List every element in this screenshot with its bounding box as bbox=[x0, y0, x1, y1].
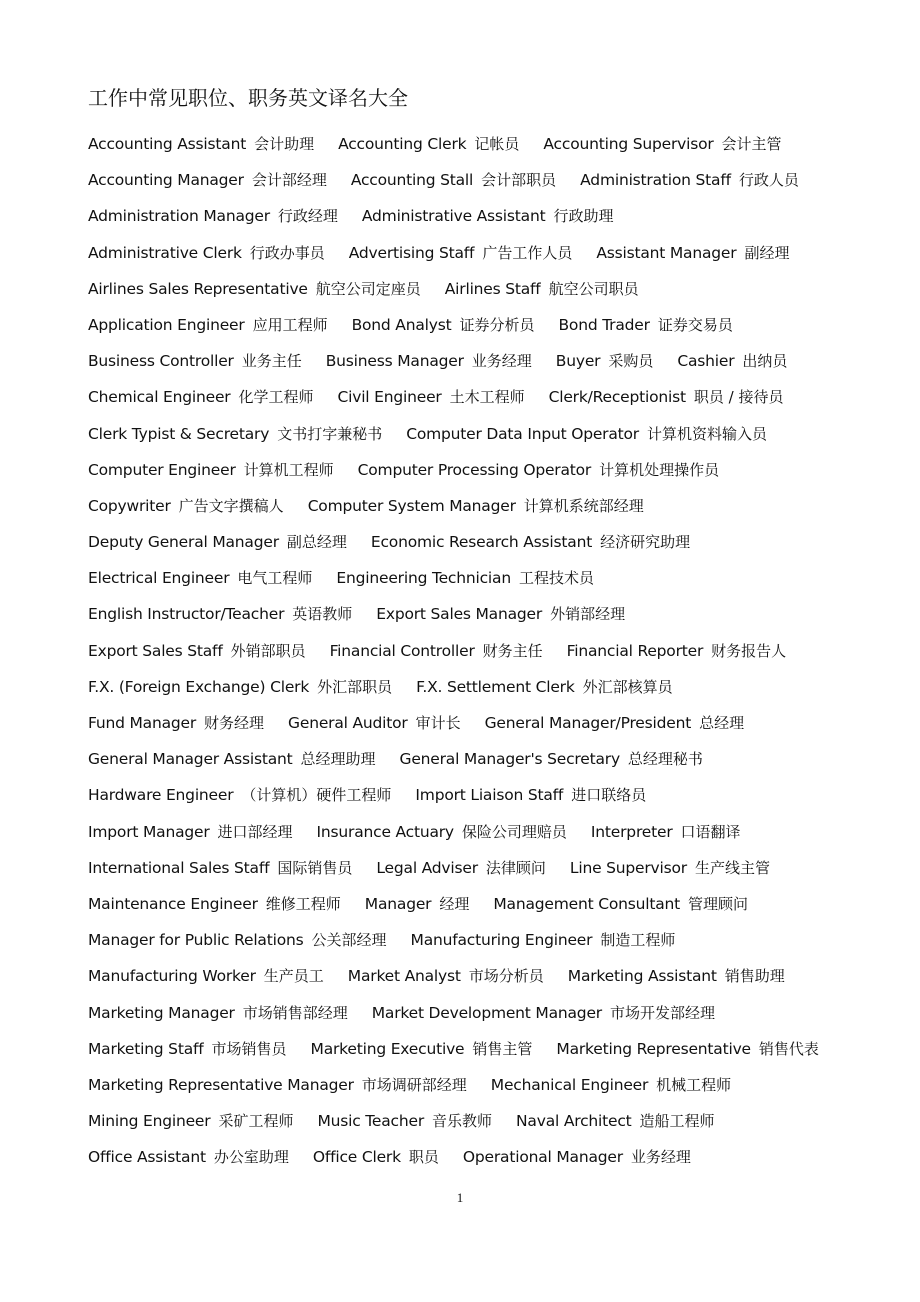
chinese-term: 外销部职员 bbox=[230, 641, 306, 660]
english-term: Computer Data Input Operator bbox=[406, 424, 639, 443]
chinese-term: 造船工程师 bbox=[639, 1112, 715, 1131]
chinese-term: 出纳员 bbox=[742, 352, 788, 371]
job-title-list bbox=[88, 131, 888, 1180]
glossary-line bbox=[88, 1108, 888, 1144]
english-term: General Manager Assistant bbox=[88, 750, 293, 769]
english-term: Interpreter bbox=[590, 822, 673, 841]
chinese-term: 销售代表 bbox=[758, 1039, 819, 1058]
english-term: Manager bbox=[364, 894, 432, 913]
english-term: Administrative Assistant bbox=[361, 207, 546, 226]
chinese-term: 副经理 bbox=[744, 243, 790, 262]
glossary-line bbox=[88, 384, 888, 420]
english-term: Fund Manager bbox=[88, 714, 197, 732]
chinese-term: 国际销售员 bbox=[277, 858, 353, 877]
chinese-term: 计算机资料输入员 bbox=[646, 424, 767, 443]
english-term: F.X. (Foreign Exchange) Clerk bbox=[88, 677, 310, 696]
chinese-term: 计算机系统部经理 bbox=[523, 496, 644, 515]
chinese-term: 业务经理 bbox=[471, 352, 532, 371]
english-term: Buyer bbox=[555, 352, 601, 371]
glossary-line bbox=[88, 167, 888, 203]
chinese-term: 经济研究助理 bbox=[600, 533, 691, 552]
english-term: Mining Engineer bbox=[88, 1112, 211, 1131]
chinese-term: 维修工程师 bbox=[265, 894, 341, 913]
chinese-term: 销售主管 bbox=[472, 1039, 533, 1058]
english-term: Office Assistant bbox=[88, 1148, 206, 1167]
chinese-term: 土木工程师 bbox=[449, 388, 525, 407]
chinese-term: 总经理秘书 bbox=[627, 750, 703, 769]
english-term: Airlines Staff bbox=[444, 279, 541, 298]
english-term: Marketing Assistant bbox=[567, 967, 717, 986]
glossary-line bbox=[88, 855, 888, 891]
english-term: Manager for Public Relations bbox=[88, 931, 304, 950]
chinese-term: 采矿工程师 bbox=[218, 1112, 294, 1131]
english-term: Marketing Representative Manager bbox=[88, 1075, 354, 1094]
glossary-line bbox=[88, 1036, 888, 1072]
chinese-term: 经理 bbox=[439, 894, 470, 913]
english-term: Accounting Clerk bbox=[338, 135, 467, 153]
chinese-term: 总经理助理 bbox=[300, 750, 376, 769]
page-title: 工作中常见职位、职务英文译名大全 bbox=[88, 86, 408, 110]
chinese-term: 公关部经理 bbox=[311, 931, 387, 950]
english-term: Accounting Manager bbox=[88, 171, 244, 190]
glossary-line bbox=[88, 276, 888, 312]
english-term: Legal Adviser bbox=[376, 858, 478, 877]
glossary-line bbox=[88, 963, 888, 999]
chinese-term: 市场销售部经理 bbox=[242, 1003, 348, 1022]
english-term: Business Manager bbox=[325, 352, 464, 371]
english-term: Chemical Engineer bbox=[88, 388, 231, 407]
chinese-term: 航空公司定座员 bbox=[315, 279, 421, 298]
english-term: General Manager/President bbox=[484, 714, 692, 732]
english-term: Electrical Engineer bbox=[88, 569, 230, 588]
english-term: Airlines Sales Representative bbox=[88, 279, 308, 298]
english-term: Marketing Executive bbox=[310, 1039, 465, 1058]
english-term: Marketing Representative bbox=[556, 1039, 751, 1058]
glossary-line bbox=[88, 1000, 888, 1036]
chinese-term: 化学工程师 bbox=[238, 388, 314, 407]
chinese-term: 生产线主管 bbox=[694, 858, 770, 877]
chinese-term: 财务经理 bbox=[204, 714, 265, 732]
english-term: Import Manager bbox=[88, 822, 210, 841]
glossary-line bbox=[88, 601, 888, 637]
chinese-term: 市场销售员 bbox=[211, 1039, 287, 1058]
chinese-term: 行政经理 bbox=[277, 207, 338, 226]
english-term: Export Sales Manager bbox=[376, 605, 543, 624]
chinese-term: 会计部经理 bbox=[251, 171, 327, 190]
english-term: Music Teacher bbox=[317, 1112, 425, 1131]
chinese-term: 外销部经理 bbox=[550, 605, 626, 624]
chinese-term: 航空公司职员 bbox=[548, 279, 639, 298]
english-term: Administrative Clerk bbox=[88, 243, 242, 262]
chinese-term: 办公室助理 bbox=[213, 1148, 289, 1167]
chinese-term: 记帐员 bbox=[474, 135, 520, 153]
chinese-term: 广告工作人员 bbox=[482, 243, 573, 262]
english-term: Mechanical Engineer bbox=[490, 1075, 649, 1094]
chinese-term: 市场开发部经理 bbox=[609, 1003, 715, 1022]
chinese-term: 总经理 bbox=[699, 714, 745, 732]
chinese-term: 工程技术员 bbox=[518, 569, 594, 588]
english-term: International Sales Staff bbox=[88, 858, 270, 877]
english-term: Advertising Staff bbox=[348, 243, 475, 262]
english-term: Computer Engineer bbox=[88, 460, 236, 479]
glossary-line bbox=[88, 348, 888, 384]
chinese-term: 行政助理 bbox=[553, 207, 614, 226]
glossary-line bbox=[88, 674, 888, 710]
english-term: Financial Reporter bbox=[566, 641, 704, 660]
glossary-line bbox=[88, 457, 888, 493]
chinese-term: 广告文字撰稿人 bbox=[178, 496, 284, 515]
glossary-line bbox=[88, 565, 888, 601]
english-term: Application Engineer bbox=[88, 315, 245, 334]
english-term: Manufacturing Worker bbox=[88, 967, 256, 986]
english-term: Export Sales Staff bbox=[88, 641, 223, 660]
english-term: Operational Manager bbox=[462, 1148, 623, 1167]
english-term: Clerk Typist & Secretary bbox=[88, 424, 270, 443]
chinese-term: 证券交易员 bbox=[657, 315, 733, 334]
english-term: Insurance Actuary bbox=[316, 822, 454, 841]
glossary-line bbox=[88, 312, 888, 348]
chinese-term: 文书打字兼秘书 bbox=[277, 424, 383, 443]
english-term: Accounting Assistant bbox=[88, 135, 247, 153]
english-term: Engineering Technician bbox=[336, 569, 511, 588]
glossary-line bbox=[88, 1072, 888, 1108]
english-term: Assistant Manager bbox=[596, 243, 737, 262]
english-term: Bond Trader bbox=[558, 315, 650, 334]
english-term: Market Analyst bbox=[347, 967, 461, 986]
chinese-term: 职员 / 接待员 bbox=[693, 388, 784, 407]
chinese-term: 口语翻译 bbox=[680, 822, 741, 841]
chinese-term: 外汇部核算员 bbox=[582, 677, 673, 696]
chinese-term: 采购员 bbox=[608, 352, 654, 371]
english-term: Administration Manager bbox=[88, 207, 270, 226]
chinese-term: 财务主任 bbox=[482, 641, 543, 660]
english-term: Cashier bbox=[677, 352, 735, 371]
chinese-term: 电气工程师 bbox=[237, 569, 313, 588]
page-number: 1 bbox=[456, 1190, 464, 1205]
glossary-line bbox=[88, 529, 888, 565]
english-term: English Instructor/Teacher bbox=[88, 605, 285, 624]
english-term: Marketing Staff bbox=[88, 1039, 204, 1058]
chinese-term: 市场调研部经理 bbox=[361, 1075, 467, 1094]
glossary-line bbox=[88, 421, 888, 457]
english-term: General Manager's Secretary bbox=[399, 750, 620, 769]
english-term: Marketing Manager bbox=[88, 1003, 235, 1022]
chinese-term: 应用工程师 bbox=[252, 315, 328, 334]
chinese-term: 保险公司理赔员 bbox=[461, 822, 567, 841]
chinese-term: 业务主任 bbox=[241, 352, 302, 371]
chinese-term: 销售助理 bbox=[724, 967, 785, 986]
english-term: Market Development Manager bbox=[371, 1003, 602, 1022]
chinese-term: 财务报告人 bbox=[711, 641, 787, 660]
glossary-line bbox=[88, 240, 888, 276]
english-term: F.X. Settlement Clerk bbox=[416, 677, 575, 696]
glossary-line bbox=[88, 927, 888, 963]
chinese-term: 法律顾问 bbox=[485, 858, 546, 877]
english-term: Administration Staff bbox=[580, 171, 731, 190]
english-term: Copywriter bbox=[88, 496, 171, 515]
english-term: Management Consultant bbox=[493, 894, 681, 913]
english-term: Accounting Supervisor bbox=[543, 135, 714, 153]
english-term: Clerk/Receptionist bbox=[548, 388, 686, 407]
english-term: Economic Research Assistant bbox=[370, 533, 593, 552]
english-term: Accounting Stall bbox=[350, 171, 474, 190]
english-term: Bond Analyst bbox=[351, 315, 452, 334]
glossary-line bbox=[88, 710, 888, 746]
glossary-line bbox=[88, 746, 888, 782]
chinese-term: 审计长 bbox=[415, 714, 461, 732]
chinese-term: 会计主管 bbox=[721, 135, 782, 153]
chinese-term: 英语教师 bbox=[292, 605, 353, 624]
english-term: General Auditor bbox=[288, 714, 408, 732]
english-term: Financial Controller bbox=[329, 641, 475, 660]
english-term: Hardware Engineer bbox=[88, 786, 234, 805]
english-term: Import Liaison Staff bbox=[415, 786, 564, 805]
english-term: Office Clerk bbox=[312, 1148, 401, 1167]
chinese-term: 计算机工程师 bbox=[243, 460, 334, 479]
glossary-line bbox=[88, 1144, 888, 1180]
chinese-term: 职员 bbox=[408, 1148, 439, 1167]
chinese-term: 行政人员 bbox=[738, 171, 799, 190]
glossary-line bbox=[88, 819, 888, 855]
chinese-term: 会计部职员 bbox=[481, 171, 557, 190]
chinese-term: 业务经理 bbox=[630, 1148, 691, 1167]
chinese-term: （计算机）硬件工程师 bbox=[241, 786, 392, 805]
chinese-term: 外汇部职员 bbox=[317, 677, 393, 696]
chinese-term: 管理顾问 bbox=[688, 894, 749, 913]
chinese-term: 机械工程师 bbox=[656, 1075, 732, 1094]
english-term: Business Controller bbox=[88, 352, 234, 371]
glossary-line bbox=[88, 493, 888, 529]
glossary-line bbox=[88, 131, 888, 167]
english-term: Maintenance Engineer bbox=[88, 894, 258, 913]
english-term: Line Supervisor bbox=[569, 858, 687, 877]
glossary-line bbox=[88, 891, 888, 927]
chinese-term: 市场分析员 bbox=[468, 967, 544, 986]
chinese-term: 行政办事员 bbox=[249, 243, 325, 262]
chinese-term: 会计助理 bbox=[254, 135, 315, 153]
english-term: Deputy General Manager bbox=[88, 533, 279, 552]
chinese-term: 证券分析员 bbox=[459, 315, 535, 334]
english-term: Naval Architect bbox=[516, 1112, 632, 1131]
english-term: Civil Engineer bbox=[337, 388, 442, 407]
chinese-term: 进口部经理 bbox=[217, 822, 293, 841]
glossary-line bbox=[88, 782, 888, 818]
chinese-term: 进口联络员 bbox=[571, 786, 647, 805]
english-term: Manufacturing Engineer bbox=[410, 931, 593, 950]
chinese-term: 生产员工 bbox=[263, 967, 324, 986]
english-term: Computer Processing Operator bbox=[357, 460, 592, 479]
english-term: Computer System Manager bbox=[307, 496, 516, 515]
glossary-line bbox=[88, 203, 888, 239]
chinese-term: 制造工程师 bbox=[600, 931, 676, 950]
chinese-term: 音乐教师 bbox=[432, 1112, 493, 1131]
chinese-term: 副总经理 bbox=[286, 533, 347, 552]
chinese-term: 计算机处理操作员 bbox=[599, 460, 720, 479]
glossary-line bbox=[88, 638, 888, 674]
